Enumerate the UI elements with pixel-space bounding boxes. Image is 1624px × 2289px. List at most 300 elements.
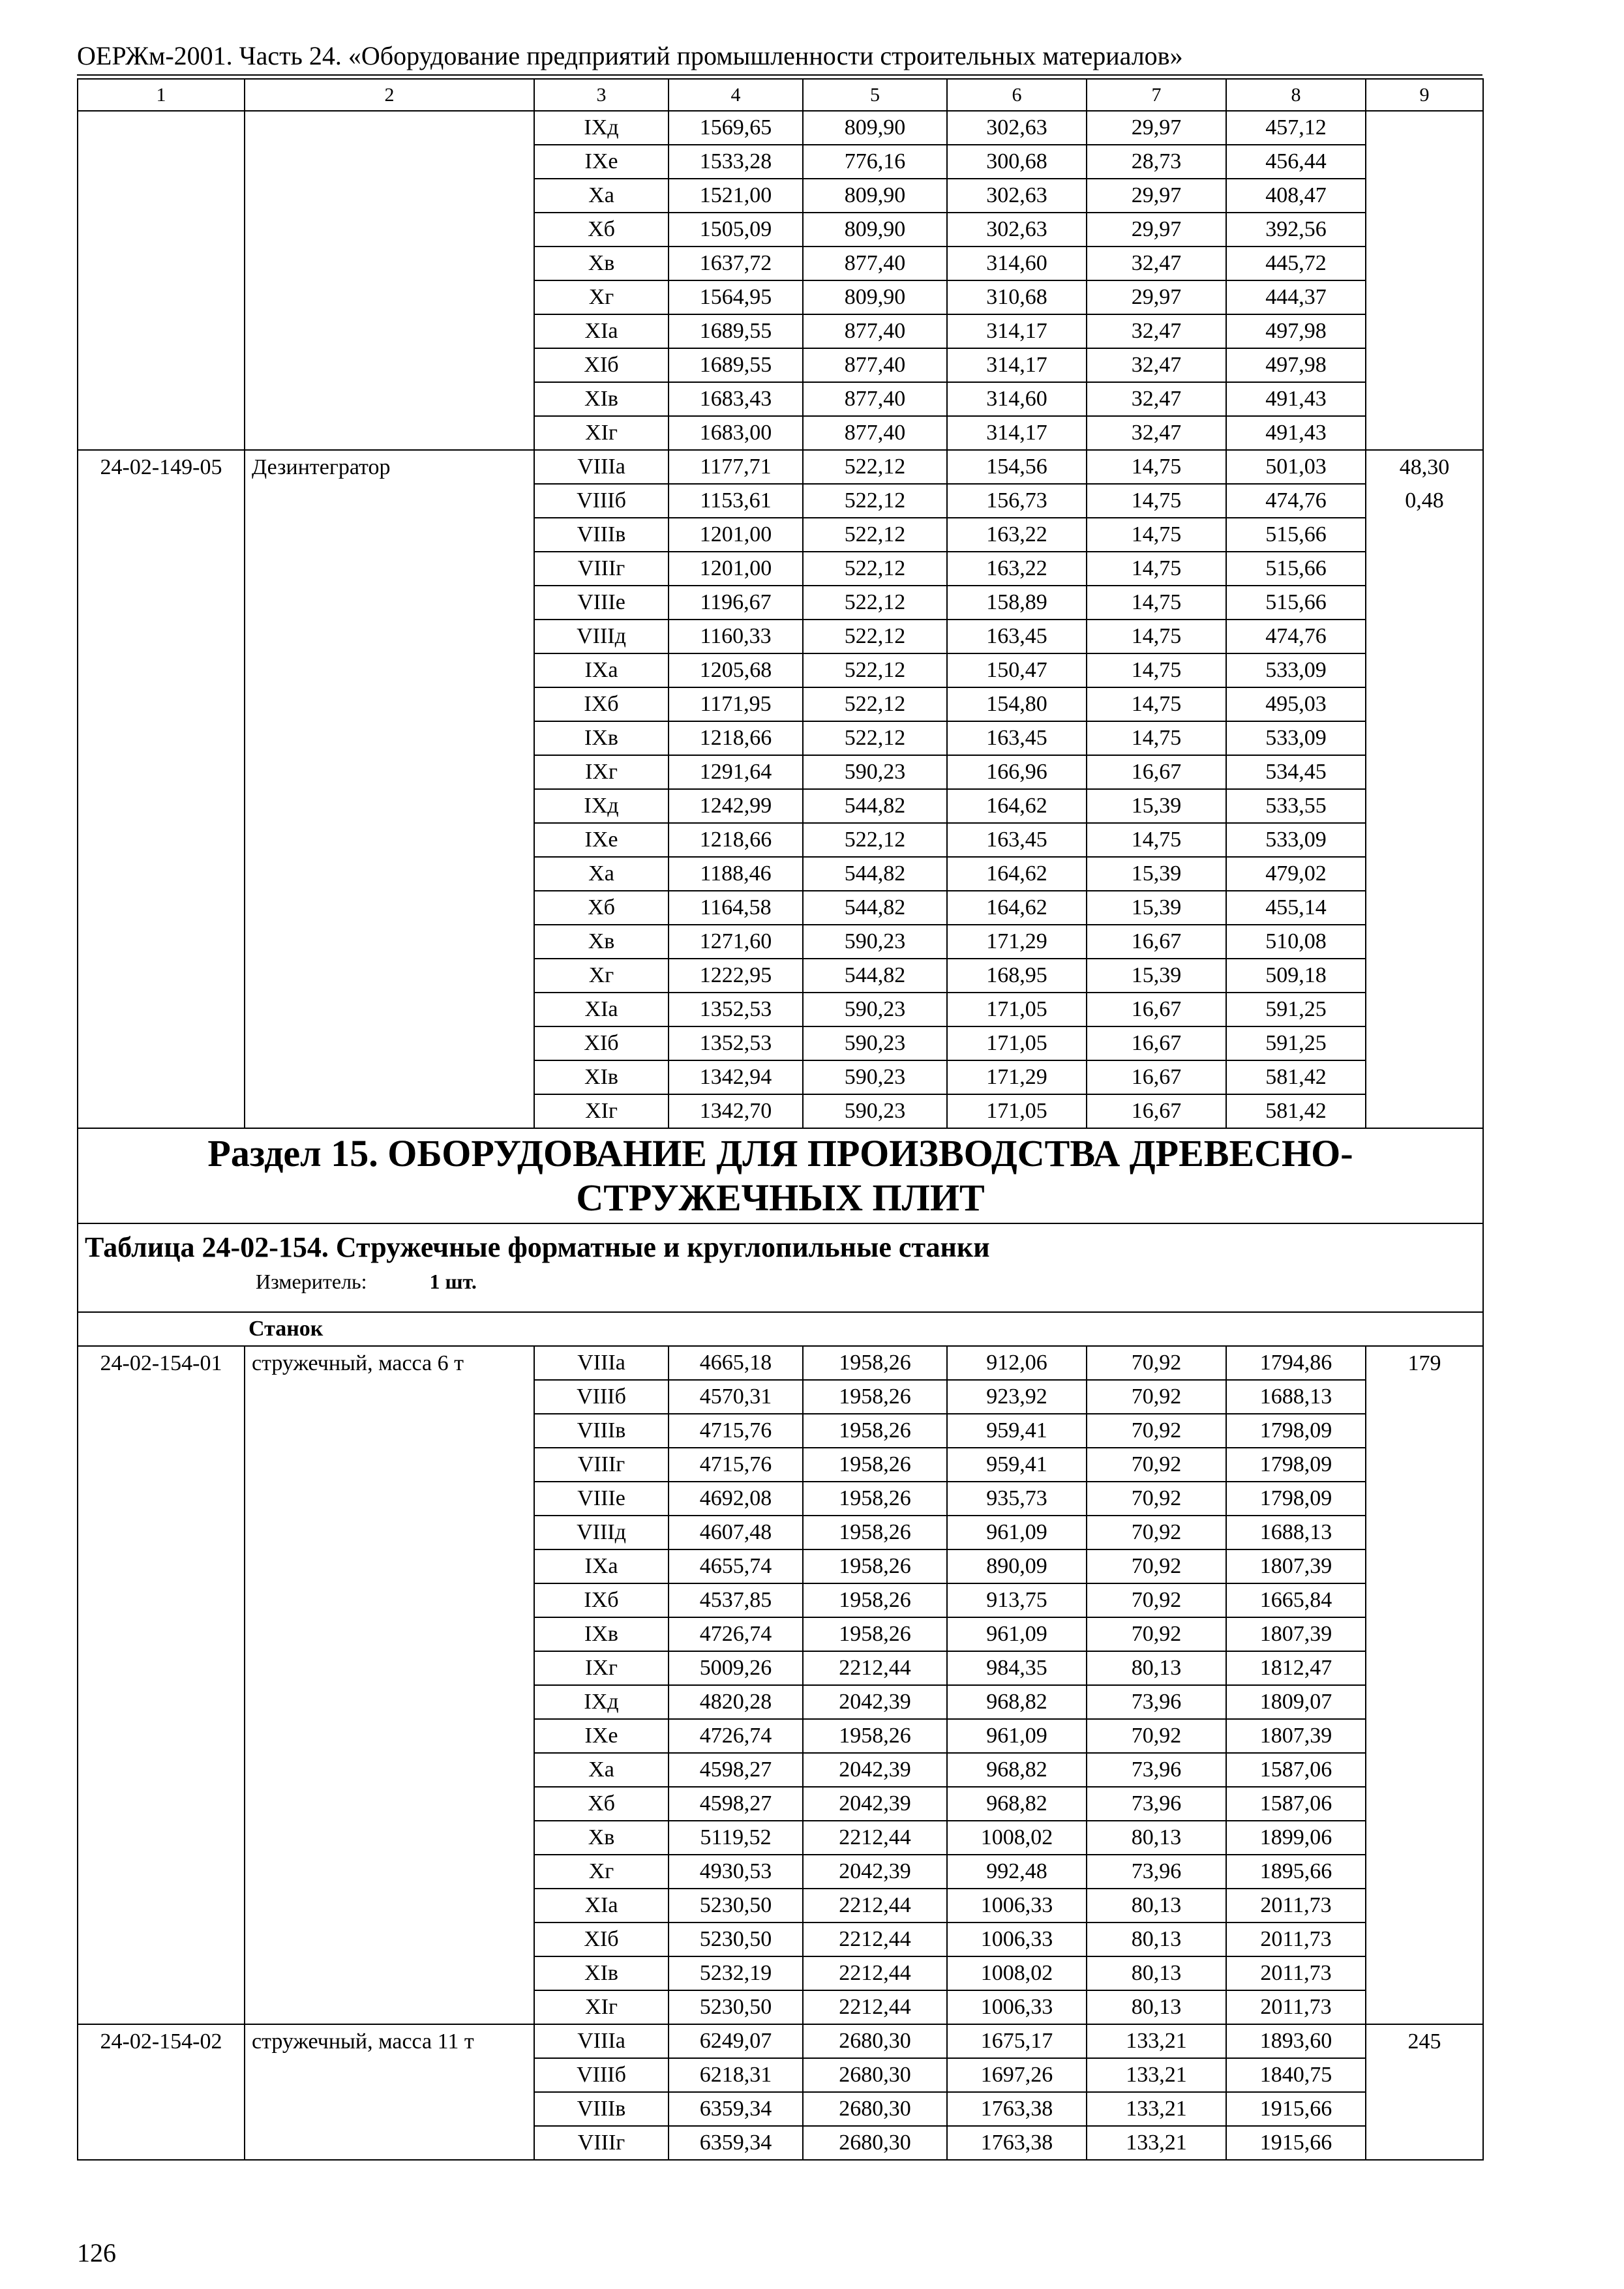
value-cell: 809,90 (803, 179, 947, 213)
value-cell: 15,39 (1087, 789, 1226, 823)
resource-name (245, 1821, 534, 1855)
value-cell: 1688,13 (1226, 1516, 1366, 1549)
region-code: XIв (534, 1956, 669, 1990)
region-code: XIб (534, 348, 669, 382)
resource-code (78, 348, 245, 382)
rates-table (77, 78, 1484, 2161)
value-cell: 1958,26 (803, 1482, 947, 1516)
value-cell: 314,17 (947, 314, 1087, 348)
table-row (78, 2024, 1483, 2058)
value-cell: 1008,02 (947, 1821, 1087, 1855)
region-code: Xб (534, 1787, 669, 1821)
value-cell: 1242,99 (669, 789, 803, 823)
value-cell: 522,12 (803, 552, 947, 586)
value-cell: 501,03 (1226, 450, 1366, 484)
table-row (78, 1414, 1483, 1448)
region-code: XIг (534, 416, 669, 450)
section-row (78, 1128, 1483, 1223)
value-cell: 133,21 (1087, 2126, 1226, 2160)
region-code: VIIIв (534, 518, 669, 552)
region-code: Xв (534, 1821, 669, 1855)
value-cell: 2212,44 (803, 1889, 947, 1922)
region-code: Xа (534, 857, 669, 891)
value-cell: 809,90 (803, 111, 947, 145)
value-cell: 1915,66 (1226, 2126, 1366, 2160)
value-cell: 923,92 (947, 1380, 1087, 1414)
region-code: VIIIе (534, 1482, 669, 1516)
region-code: IXа (534, 1549, 669, 1583)
column-number: 6 (947, 79, 1087, 111)
resource-code (78, 959, 245, 993)
table-row (78, 1549, 1483, 1583)
region-code: XIб (534, 1026, 669, 1060)
value-cell: 491,43 (1226, 382, 1366, 416)
value-cell: 1812,47 (1226, 1651, 1366, 1685)
resource-name (245, 620, 534, 653)
table-row (78, 247, 1483, 280)
value-cell: 32,47 (1087, 247, 1226, 280)
resource-name (245, 721, 534, 755)
value-cell: 456,44 (1226, 145, 1366, 179)
table-row (78, 2126, 1483, 2160)
mass-value: 0,48 (1366, 484, 1483, 518)
value-cell: 310,68 (947, 280, 1087, 314)
value-cell: 4930,53 (669, 1855, 803, 1889)
table-row (78, 620, 1483, 653)
value-cell: 544,82 (803, 857, 947, 891)
resource-code (78, 1448, 245, 1482)
value-cell: 73,96 (1087, 1753, 1226, 1787)
value-cell: 445,72 (1226, 247, 1366, 280)
column-number: 3 (534, 79, 669, 111)
region-code: IXг (534, 755, 669, 789)
resource-name (245, 314, 534, 348)
region-code: Xг (534, 1855, 669, 1889)
region-code: VIIIе (534, 586, 669, 620)
resource-name (245, 1651, 534, 1685)
value-cell: 590,23 (803, 993, 947, 1026)
value-cell: 1958,26 (803, 1346, 947, 1380)
value-cell: 164,62 (947, 857, 1087, 891)
resource-name (245, 382, 534, 416)
table-title-cell (78, 1223, 1483, 1312)
value-cell: 877,40 (803, 348, 947, 382)
table-row (78, 450, 1483, 484)
region-code: IXа (534, 653, 669, 687)
page-number: 126 (77, 2238, 116, 2267)
table-body (78, 79, 1483, 2160)
resource-code (78, 1549, 245, 1583)
region-code: VIIIд (534, 1516, 669, 1549)
resource-name (245, 1448, 534, 1482)
mass-value (1366, 314, 1483, 348)
unit-value: 1 шт. (429, 1270, 477, 1293)
mass-value (1366, 1380, 1483, 1414)
table-row (78, 1855, 1483, 1889)
value-cell: 73,96 (1087, 1787, 1226, 1821)
resource-code (78, 586, 245, 620)
value-cell: 515,66 (1226, 586, 1366, 620)
mass-value (1366, 348, 1483, 382)
value-cell: 408,47 (1226, 179, 1366, 213)
value-cell: 522,12 (803, 823, 947, 857)
value-cell: 2011,73 (1226, 1889, 1366, 1922)
value-cell: 455,14 (1226, 891, 1366, 925)
value-cell: 73,96 (1087, 1685, 1226, 1719)
region-code: IXв (534, 721, 669, 755)
value-cell: 14,75 (1087, 586, 1226, 620)
table-row (78, 314, 1483, 348)
table-row (78, 1346, 1483, 1380)
value-cell: 2042,39 (803, 1685, 947, 1719)
table-row (78, 382, 1483, 416)
region-code: XIб (534, 1922, 669, 1956)
resource-name (245, 1990, 534, 2024)
resource-name (245, 1889, 534, 1922)
value-cell: 5232,19 (669, 1956, 803, 1990)
value-cell: 133,21 (1087, 2092, 1226, 2126)
region-code: IXе (534, 823, 669, 857)
value-cell: 1798,09 (1226, 1482, 1366, 1516)
value-cell: 1899,06 (1226, 1821, 1366, 1855)
value-cell: 1006,33 (947, 1990, 1087, 2024)
value-cell: 1218,66 (669, 721, 803, 755)
page-header: ОЕРЖм-2001. Часть 24. «Оборудование предприятий промышленности строительных материалов» (77, 41, 1183, 70)
value-cell: 533,09 (1226, 721, 1366, 755)
region-code: XIв (534, 382, 669, 416)
resource-code (78, 1617, 245, 1651)
resource-code (78, 2126, 245, 2160)
value-cell: 1291,64 (669, 755, 803, 789)
value-cell: 522,12 (803, 620, 947, 653)
resource-code (78, 789, 245, 823)
value-cell: 935,73 (947, 1482, 1087, 1516)
resource-code (78, 2092, 245, 2126)
column-number: 9 (1366, 79, 1483, 111)
value-cell: 1587,06 (1226, 1787, 1366, 1821)
value-cell: 1697,26 (947, 2058, 1087, 2092)
group-row (78, 1312, 1483, 1346)
region-code: IXд (534, 789, 669, 823)
value-cell: 533,09 (1226, 823, 1366, 857)
table-row (78, 789, 1483, 823)
mass-value (1366, 518, 1483, 552)
table-title-row (78, 1223, 1483, 1312)
mass-value: 179 (1366, 1346, 1483, 1380)
resource-code (78, 518, 245, 552)
value-cell: 15,39 (1087, 857, 1226, 891)
mass-value (1366, 1719, 1483, 1753)
region-code: VIIIа (534, 450, 669, 484)
region-code: XIг (534, 1094, 669, 1128)
mass-value (1366, 959, 1483, 993)
mass-value (1366, 1956, 1483, 1990)
resource-name: Дезинтегратор (245, 450, 534, 484)
region-code: VIIIг (534, 2126, 669, 2160)
value-cell: 80,13 (1087, 1651, 1226, 1685)
value-cell: 877,40 (803, 314, 947, 348)
mass-value (1366, 111, 1483, 145)
column-number: 1 (78, 79, 245, 111)
value-cell: 1342,70 (669, 1094, 803, 1128)
value-cell: 1689,55 (669, 348, 803, 382)
value-cell: 1008,02 (947, 1956, 1087, 1990)
value-cell: 1958,26 (803, 1448, 947, 1482)
value-cell: 154,80 (947, 687, 1087, 721)
value-cell: 515,66 (1226, 552, 1366, 586)
resource-code (78, 1060, 245, 1094)
region-code: IXв (534, 1617, 669, 1651)
value-cell: 2042,39 (803, 1787, 947, 1821)
value-cell: 1683,43 (669, 382, 803, 416)
resource-code (78, 755, 245, 789)
value-cell: 522,12 (803, 518, 947, 552)
value-cell: 968,82 (947, 1787, 1087, 1821)
resource-name (245, 653, 534, 687)
value-cell: 1893,60 (1226, 2024, 1366, 2058)
value-cell: 166,96 (947, 755, 1087, 789)
value-cell: 877,40 (803, 382, 947, 416)
value-cell: 1222,95 (669, 959, 803, 993)
mass-value (1366, 552, 1483, 586)
resource-name (245, 145, 534, 179)
value-cell: 522,12 (803, 721, 947, 755)
mass-value (1366, 993, 1483, 1026)
value-cell: 1564,95 (669, 280, 803, 314)
column-number: 7 (1087, 79, 1226, 111)
resource-name (245, 687, 534, 721)
value-cell: 70,92 (1087, 1516, 1226, 1549)
region-code: VIIIг (534, 552, 669, 586)
resource-name (245, 925, 534, 959)
resource-code (78, 1855, 245, 1889)
table-row (78, 1617, 1483, 1651)
mass-value (1366, 1685, 1483, 1719)
region-code: IXб (534, 1583, 669, 1617)
region-code: Xг (534, 280, 669, 314)
mass-value (1366, 823, 1483, 857)
resource-name (245, 416, 534, 450)
value-cell: 515,66 (1226, 518, 1366, 552)
table-row (78, 1448, 1483, 1482)
value-cell: 581,42 (1226, 1060, 1366, 1094)
value-cell: 968,82 (947, 1685, 1087, 1719)
value-cell: 1164,58 (669, 891, 803, 925)
region-code: VIIIв (534, 1414, 669, 1448)
resource-name (245, 1583, 534, 1617)
value-cell: 984,35 (947, 1651, 1087, 1685)
resource-code (78, 823, 245, 857)
mass-value (1366, 1753, 1483, 1787)
region-code: VIIIг (534, 1448, 669, 1482)
region-code: IXд (534, 1685, 669, 1719)
resource-code (78, 891, 245, 925)
value-cell: 163,45 (947, 721, 1087, 755)
value-cell: 497,98 (1226, 314, 1366, 348)
value-cell: 5119,52 (669, 1821, 803, 1855)
mass-value (1366, 891, 1483, 925)
table-row (78, 1583, 1483, 1617)
resource-code (78, 484, 245, 518)
table-row (78, 145, 1483, 179)
resource-code (78, 1787, 245, 1821)
value-cell: 314,60 (947, 247, 1087, 280)
region-code: Xг (534, 959, 669, 993)
value-cell: 1895,66 (1226, 1855, 1366, 1889)
value-cell: 163,45 (947, 823, 1087, 857)
table-row (78, 925, 1483, 959)
resource-code (78, 1482, 245, 1516)
value-cell: 1665,84 (1226, 1583, 1366, 1617)
value-cell: 1177,71 (669, 450, 803, 484)
value-cell: 32,47 (1087, 416, 1226, 450)
mass-value (1366, 145, 1483, 179)
resource-name (245, 1482, 534, 1516)
value-cell: 80,13 (1087, 1821, 1226, 1855)
value-cell: 912,06 (947, 1346, 1087, 1380)
mass-value (1366, 857, 1483, 891)
mass-value: 48,30 (1366, 450, 1483, 484)
table-row (78, 1094, 1483, 1128)
resource-name (245, 1922, 534, 1956)
value-cell: 4655,74 (669, 1549, 803, 1583)
value-cell: 392,56 (1226, 213, 1366, 247)
region-code: VIIIд (534, 620, 669, 653)
value-cell: 510,08 (1226, 925, 1366, 959)
resource-name (245, 1094, 534, 1128)
column-number: 8 (1226, 79, 1366, 111)
value-cell: 581,42 (1226, 1094, 1366, 1128)
value-cell: 28,73 (1087, 145, 1226, 179)
resource-name (245, 993, 534, 1026)
resource-name (245, 586, 534, 620)
value-cell: 16,67 (1087, 1094, 1226, 1128)
resource-code (78, 1922, 245, 1956)
value-cell: 29,97 (1087, 111, 1226, 145)
value-cell: 32,47 (1087, 382, 1226, 416)
value-cell: 2042,39 (803, 1753, 947, 1787)
value-cell: 300,68 (947, 145, 1087, 179)
mass-value (1366, 1482, 1483, 1516)
mass-value (1366, 280, 1483, 314)
resource-name (245, 2126, 534, 2160)
resource-name (245, 1549, 534, 1583)
value-cell: 2680,30 (803, 2058, 947, 2092)
value-cell: 4715,76 (669, 1414, 803, 1448)
resource-code (78, 1651, 245, 1685)
table-row (78, 891, 1483, 925)
value-cell: 4692,08 (669, 1482, 803, 1516)
value-cell: 1807,39 (1226, 1549, 1366, 1583)
table-row (78, 111, 1483, 145)
table-row (78, 348, 1483, 382)
value-cell: 2042,39 (803, 1855, 947, 1889)
value-cell: 133,21 (1087, 2024, 1226, 2058)
value-cell: 1958,26 (803, 1719, 947, 1753)
table-row (78, 1956, 1483, 1990)
value-cell: 474,76 (1226, 620, 1366, 653)
resource-name (245, 1516, 534, 1549)
value-cell: 2212,44 (803, 1990, 947, 2024)
resource-code (78, 1719, 245, 1753)
value-cell: 4726,74 (669, 1617, 803, 1651)
table-title: Таблица 24-02-154. Стружечные форматные и круглопильные станки (85, 1231, 990, 1263)
value-cell: 154,56 (947, 450, 1087, 484)
value-cell: 4715,76 (669, 1448, 803, 1482)
value-cell: 1160,33 (669, 620, 803, 653)
table-row (78, 1889, 1483, 1922)
header-rule (77, 74, 1482, 76)
value-cell: 961,09 (947, 1617, 1087, 1651)
value-cell: 1006,33 (947, 1889, 1087, 1922)
value-cell: 32,47 (1087, 314, 1226, 348)
value-cell: 314,60 (947, 382, 1087, 416)
value-cell: 16,67 (1087, 1060, 1226, 1094)
group-spacer (78, 1312, 245, 1346)
value-cell: 1807,39 (1226, 1719, 1366, 1753)
resource-code (78, 1516, 245, 1549)
resource-code (78, 111, 245, 145)
value-cell: 1201,00 (669, 552, 803, 586)
region-code: XIг (534, 1990, 669, 2024)
value-cell: 591,25 (1226, 993, 1366, 1026)
value-cell: 1958,26 (803, 1583, 947, 1617)
value-cell: 590,23 (803, 925, 947, 959)
value-cell: 29,97 (1087, 213, 1226, 247)
value-cell: 1958,26 (803, 1549, 947, 1583)
table-row (78, 416, 1483, 450)
mass-value (1366, 620, 1483, 653)
resource-code (78, 687, 245, 721)
value-cell: 1798,09 (1226, 1414, 1366, 1448)
value-cell: 171,05 (947, 993, 1087, 1026)
mass-value (1366, 721, 1483, 755)
resource-name (245, 1060, 534, 1094)
table-row (78, 1753, 1483, 1787)
value-cell: 4607,48 (669, 1516, 803, 1549)
value-cell: 1763,38 (947, 2092, 1087, 2126)
table-row (78, 687, 1483, 721)
value-cell: 16,67 (1087, 993, 1226, 1026)
value-cell: 2011,73 (1226, 1922, 1366, 1956)
value-cell: 156,73 (947, 484, 1087, 518)
region-code: IXг (534, 1651, 669, 1685)
value-cell: 158,89 (947, 586, 1087, 620)
resource-code (78, 179, 245, 213)
region-code: VIIIа (534, 1346, 669, 1380)
value-cell: 302,63 (947, 179, 1087, 213)
table-row (78, 1821, 1483, 1855)
resource-code: 24-02-149-05 (78, 450, 245, 484)
resource-name (245, 247, 534, 280)
region-code: XIа (534, 993, 669, 1026)
value-cell: 32,47 (1087, 348, 1226, 382)
value-cell: 1521,00 (669, 179, 803, 213)
unit-line (85, 1267, 1476, 1296)
region-code: Xа (534, 1753, 669, 1787)
mass-value: 245 (1366, 2024, 1483, 2058)
value-cell: 15,39 (1087, 891, 1226, 925)
mass-value (1366, 687, 1483, 721)
value-cell: 444,37 (1226, 280, 1366, 314)
resource-name: стружечный, масса 11 т (245, 2024, 534, 2058)
mass-value (1366, 1855, 1483, 1889)
value-cell: 1915,66 (1226, 2092, 1366, 2126)
value-cell: 16,67 (1087, 1026, 1226, 1060)
value-cell: 534,45 (1226, 755, 1366, 789)
resource-code (78, 721, 245, 755)
resource-code (78, 653, 245, 687)
